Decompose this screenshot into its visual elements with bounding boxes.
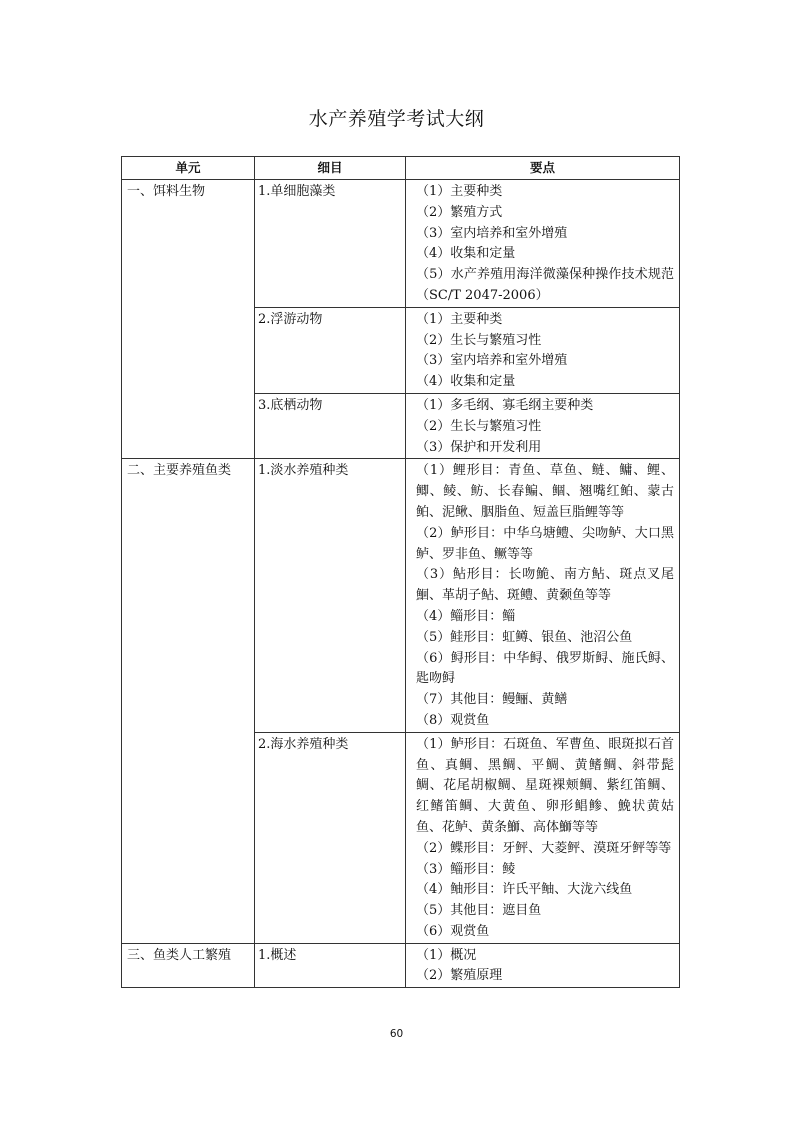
table-row	[122, 943, 680, 988]
point-item: （6）鲟形目：中华鲟、俄罗斯鲟、施氏鲟、匙吻鲟	[416, 650, 674, 687]
topic-cell: 2.海水养殖种类	[255, 732, 406, 943]
point-item: （2）鲈形目：中华乌塘鳢、尖吻鲈、大口黑鲈、罗非鱼、鳜等等	[416, 525, 674, 562]
point-item: （4）收集和定量	[416, 374, 516, 390]
point-item: （3）保护和开发利用	[416, 439, 542, 455]
point-item: （3）室内培养和室外增殖	[416, 353, 568, 369]
point-item: （1）主要种类	[416, 184, 503, 199]
points-cell	[406, 180, 680, 308]
point-item: （2）鲽形目：牙鲆、大菱鲆、漠斑牙鲆等等	[416, 840, 672, 856]
table-header-row	[122, 157, 680, 180]
points-cell	[406, 732, 680, 943]
points-cell	[406, 307, 680, 393]
points-cell	[406, 943, 680, 988]
point-item: （3）室内培养和室外增殖	[416, 225, 568, 241]
point-item: （8）观赏鱼	[416, 712, 490, 728]
point-item: （2）繁殖方式	[416, 204, 503, 220]
topic-cell: 1.概述	[255, 943, 406, 988]
header-unit: 单元	[122, 157, 255, 180]
topic-cell: 1.单细胞藻类	[255, 180, 406, 308]
point-item: （3）鲻形目：鲮	[416, 861, 516, 877]
point-item: （6）观赏鱼	[416, 923, 490, 939]
points-cell	[406, 393, 680, 458]
topic-cell: 2.浮游动物	[255, 307, 406, 393]
page-title: 水产养殖学考试大纲	[308, 108, 485, 130]
syllabus-table	[121, 156, 680, 988]
topic-cell: 1.淡水养殖种类	[255, 459, 406, 732]
header-topic: 细目	[255, 157, 406, 180]
point-item: （4）鲉形目：许氏平鲉、大泷六线鱼	[416, 882, 633, 898]
page-number: 60	[389, 1028, 404, 1040]
point-item: （5）其他目：遮目鱼	[416, 903, 542, 919]
unit-cell: 一、饵料生物	[122, 180, 255, 459]
topic-cell: 3.底栖动物	[255, 393, 406, 458]
point-item: （1）主要种类	[416, 311, 503, 327]
point-item: （2）繁殖原理	[416, 968, 503, 984]
point-item: （1）多毛纲、寡毛纲主要种类	[416, 397, 594, 413]
point-item: （3）鲇形目：长吻鮠、南方鲇、斑点叉尾鮰、革胡子鲇、斑鳢、黄颡鱼等等	[416, 567, 674, 604]
point-item: （1）鲤形目：青鱼、草鱼、鲢、鳙、鲤、鲫、鲮、鲂、长春鳊、鲴、翘嘴红鲌、蒙古鲌、泥鳅、胭脂鱼、短盖巨脂鲤等等	[416, 463, 674, 520]
point-item: （1）鲈形目：石斑鱼、军曹鱼、眼斑拟石首鱼、真鲷、黑鲷、平鲷、黄鳍鲷、斜带髭鲷、花尾胡椒鲷、星斑裸颊鲷、紫红笛鲷、红鳍笛鲷、大黄鱼、卵形鲳鲹、鮸状黄姑鱼、花鲈、黄条鰤、高体鰤等等	[416, 736, 674, 835]
table-row	[122, 180, 680, 308]
point-item: （4）鲻形目：鲻	[416, 608, 516, 624]
point-item: （2）生长与繁殖习性	[416, 332, 542, 348]
unit-cell: 三、鱼类人工繁殖	[122, 943, 255, 988]
point-item: （4）收集和定量	[416, 246, 516, 262]
table-row	[122, 459, 680, 732]
unit-cell: 二、主要养殖鱼类	[122, 459, 255, 943]
point-item: （2）生长与繁殖习性	[416, 418, 542, 434]
point-item: （7）其他目：鳗鲡、黄鳝	[416, 692, 568, 708]
point-item: （5）水产养殖用海洋微藻保种操作技术规范（SC/T 2047-2006）	[416, 267, 674, 303]
points-cell	[406, 459, 680, 732]
point-item: （5）鲑形目：虹鳟、银鱼、池沼公鱼	[416, 629, 633, 645]
point-item: （1）概况	[416, 947, 477, 963]
header-points: 要点	[406, 157, 680, 180]
